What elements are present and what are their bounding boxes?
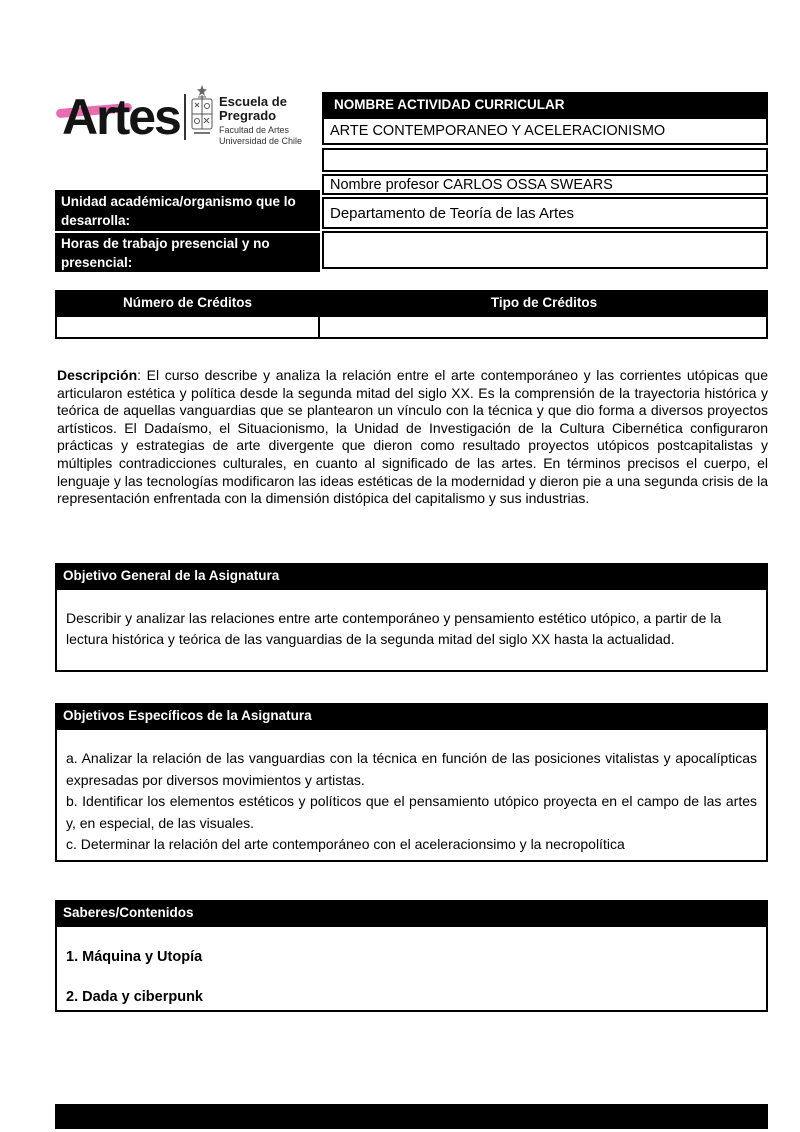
next-section-header-bar (55, 1104, 768, 1129)
horas-trabajo-label-cell: Horas de trabajo presencial y no presencial: (55, 233, 320, 272)
tipo-creditos-value-cell (322, 317, 766, 337)
logo-school-name: Escuela de Pregrado (219, 94, 287, 123)
logo-faculty-name: Facultad de Artes (219, 125, 290, 135)
objetivo-especifico-item-c: c. Determinar la relación del arte contemporáneo con el aceleracionsimo y la necropolítica (66, 836, 625, 852)
course-name-cell: ARTE CONTEMPORANEO Y ACELERACIONISMO (322, 117, 768, 145)
departamento-value-cell: Departamento de Teoría de las Artes (322, 197, 768, 229)
numero-creditos-value-cell (57, 317, 320, 337)
professor-cell: Nombre profesor CARLOS OSSA SWEARS (322, 174, 768, 195)
description-label: Descripción (57, 367, 138, 383)
unidad-academica-label-cell: Unidad académica/organismo que lo desarrolla: (55, 190, 320, 231)
logo-university-name: Universidad de Chile (219, 135, 303, 146)
objetivo-general-text: Describir y analizar las relaciones entre arte contemporáneo y pensamiento estético utópico, a partir de la lectura histórica y teórica de las vanguardias de la segunda mitad del siglo XX hasta la actualidad. (66, 610, 722, 647)
universidad-de-chile-crest-icon (189, 84, 215, 142)
objetivo-general-box (55, 588, 768, 672)
credits-header-row (55, 290, 768, 315)
objetivos-especificos-box (55, 728, 768, 862)
tipo-creditos-header: Tipo de Créditos (490, 295, 598, 310)
objetivos-especificos-header: Objetivos Específicos de la Asignatura (55, 703, 768, 728)
numero-creditos-header: Número de Créditos (122, 295, 253, 310)
objetivo-especifico-item-a: a. Analizar la relación de las vanguardias con la técnica en función de las posiciones vitalistas y apocalípticas expresadas por diversos movimientos y artistas. (66, 750, 757, 788)
saberes-contenidos-header: Saberes/Contenidos (55, 900, 768, 925)
objetivo-general-header: Objetivo General de la Asignatura (55, 563, 768, 588)
saberes-item-2: 2. Dada y ciberpunk (66, 989, 203, 1005)
nombre-actividad-header: NOMBRE ACTIVIDAD CURRICULAR (322, 92, 768, 117)
credits-value-row (55, 315, 768, 339)
description-text: : El curso describe y analiza la relación entre el arte contemporáneo y las corrientes utópicas que articularon estética y política desde la segunda mitad del siglo XX. Es la comprensión de la trayectoria histórica y teórica de aquellas vanguardias que se plantearon un vínculo con la técnica y que dio forma a diversos proyectos artísticos. El Dadaísmo, el Situacionismo, la Unidad de Investigación de la Cultura Cibernética configuraron prácticas y estrategias de arte divergente que dieron como resultado proyectos utópicos postcapitalistas y múltiples contradicciones culturales, en cuanto al significado de las artes. En términos precisos el cuerpo, el lenguaje y las tecnologías modificaron las ideas estéticas de la modernidad y dieron pie a una segunda crisis de la representación enfrentada con la dimensión distópica del capitalismo y sus industrias. (57, 367, 768, 507)
empty-course-cell (322, 148, 768, 172)
saberes-item-1: 1. Máquina y Utopía (66, 949, 203, 965)
objetivo-especifico-item-b: b. Identificar los elementos estéticos y políticos que el pensamiento utópico proyecta en el campo de las artes y, en especial, de las visuales. (66, 793, 757, 831)
course-description (57, 367, 768, 508)
saberes-contenidos-box (55, 925, 768, 1012)
logo-divider (184, 94, 186, 140)
artes-logo-wordmark: Artes (62, 89, 180, 145)
horas-value-cell (322, 231, 768, 269)
